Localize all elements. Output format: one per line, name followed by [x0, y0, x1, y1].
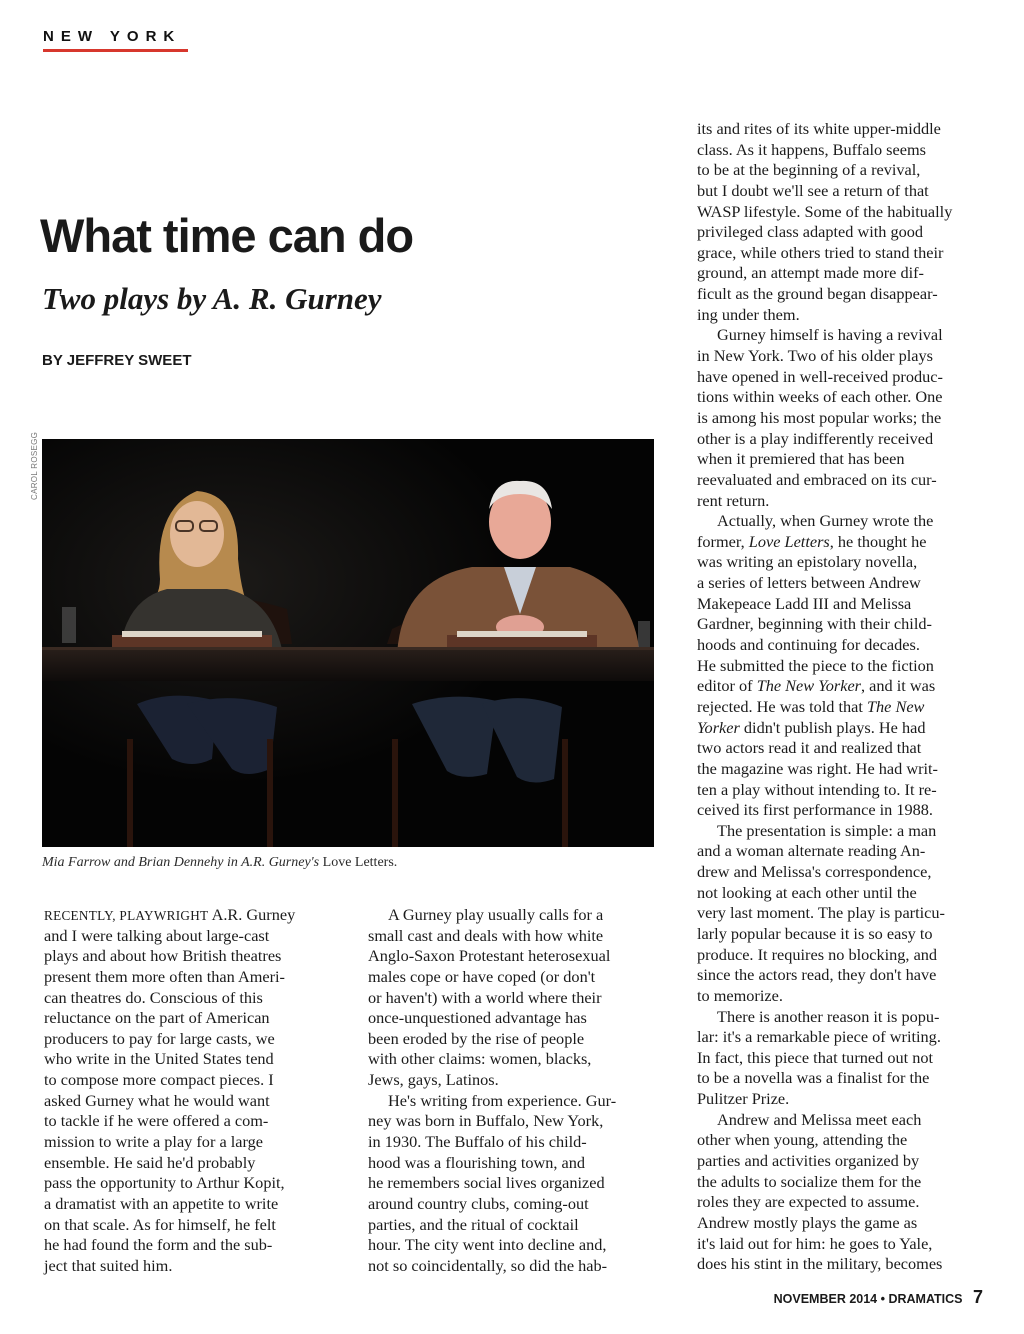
text-line: In fact, this piece that turned out not [697, 1047, 934, 1067]
text-line: other when young, attending the [697, 1130, 908, 1150]
text-line: to be a novella was a finalist for the [697, 1068, 930, 1088]
text-line: producers to pay for large casts, we [44, 1028, 275, 1048]
text-line: two actors read it and realized that [697, 738, 922, 758]
page-footer [774, 1287, 983, 1308]
text-line: a dramatist with an appetite to write [44, 1193, 279, 1213]
article-title: What time can do [40, 209, 414, 262]
article-column-1 [44, 905, 295, 1277]
text-line: was writing an epistolary novella, [697, 552, 918, 572]
text-line: around country clubs, coming-out [368, 1193, 589, 1213]
text-line: Andrew mostly plays the game as [697, 1212, 918, 1232]
text-line: ing under them. [697, 304, 800, 324]
text-line: present them more often than Ameri- [44, 966, 285, 986]
play-title: Love Letters [748, 531, 830, 551]
section-label: NEW YORK [43, 28, 182, 45]
text-line: drew and Melissa's correspondence, [697, 862, 932, 882]
text-line: parties and activities organized by [697, 1151, 920, 1171]
text-line: have opened in well-received produc- [697, 366, 943, 386]
text-line: is among his most popular works; the [697, 407, 942, 427]
text-line: hood was a flourishing town, and [368, 1152, 586, 1172]
text-line: roles they are expected to assume. [697, 1192, 920, 1212]
text-line: editor of The New Yorker, and it was [697, 676, 936, 696]
text-line: rejected. He was told that The New [697, 696, 925, 716]
text-line: with other claims: women, blacks, [368, 1049, 592, 1069]
text-line: lar: it's a remarkable piece of writing. [697, 1027, 941, 1047]
text-line: to tackle if he were offered a com- [44, 1111, 269, 1131]
text-line: Gurney himself is having a revival [717, 325, 943, 345]
text-line: He's writing from experience. Gur- [388, 1090, 617, 1110]
text-line: former, Love Letters, he thought he [697, 531, 927, 551]
caption-text: Mia Farrow and Brian Dennehy in A.R. Gurney's [42, 855, 320, 870]
text-line: reevaluated and embraced on its cur- [697, 469, 937, 489]
text-line: or haven't) with a world where their [368, 987, 602, 1007]
text-line: Gardner, beginning with their child- [697, 614, 932, 634]
text-line: ney was born in Buffalo, New York, [368, 1111, 604, 1131]
text-line: Makepeace Ladd III and Melissa [697, 593, 912, 613]
text-line: asked Gurney what he would want [44, 1090, 270, 1110]
text-line: he remembers social lives organized [368, 1173, 605, 1193]
text-line: the magazine was right. He had writ- [697, 758, 938, 778]
text-line: on that scale. As for himself, he felt [44, 1214, 276, 1234]
text-line: can theatres do. Conscious of this [44, 987, 263, 1007]
text-line: it's laid out for him: he goes to Yale, [697, 1233, 933, 1253]
text-line: who write in the United States tend [44, 1049, 274, 1069]
stage-photo-illustration [42, 439, 654, 847]
text-line: reluctance on the part of American [44, 1008, 270, 1028]
text-line: very last moment. The play is particu- [697, 903, 945, 923]
text-line: A Gurney play usually calls for a [388, 905, 604, 924]
text-line: produce. It requires no blocking, and [697, 944, 938, 964]
text-line: males cope or have coped (or don't [368, 966, 596, 986]
text-line: Actually, when Gurney wrote the [717, 511, 934, 531]
text-line: Andrew and Melissa meet each [717, 1109, 922, 1129]
article-column-2 [368, 905, 616, 1277]
text-line: ceived its first performance in 1988. [697, 800, 933, 820]
text-line: rent return. [697, 490, 770, 510]
text-line: in New York. Two of his older plays [697, 346, 933, 366]
text-line: ground, an attempt made more dif- [697, 263, 924, 283]
text-line: hour. The city went into decline and, [368, 1235, 607, 1255]
text-line: grace, while others tried to stand their [697, 242, 944, 262]
text-line: not looking at each other until the [697, 882, 917, 902]
text-line: he had found the form and the sub- [44, 1235, 273, 1255]
text-line: WASP lifestyle. Some of the habitually [697, 201, 953, 221]
publication-title: The New [866, 696, 925, 716]
text-line: parties, and the ritual of cocktail [368, 1214, 579, 1234]
issue-label: NOVEMBER 2014 • DRAMATICS [773, 1292, 963, 1306]
text-line: small cast and deals with how white [368, 925, 604, 945]
text-line: mission to write a play for a large [44, 1132, 263, 1152]
section-rule [43, 49, 188, 52]
article-column-3 [697, 119, 952, 1275]
photo-caption [42, 855, 654, 871]
text-line: a series of letters between Andrew [697, 573, 921, 593]
publication-title: The New Yorker [756, 676, 862, 696]
text-line: ficult as the ground began disappear- [697, 284, 938, 304]
text-line: its and rites of its white upper-middle [697, 119, 941, 138]
text-line: Jews, gays, Latinos. [368, 1070, 499, 1090]
text-line: privileged class adapted with good [697, 222, 924, 242]
page-number: 7 [972, 1287, 983, 1307]
text-line: RECENTLY, PLAYWRIGHT A.R. Gurney [44, 905, 296, 924]
text-line: tions within weeks of each other. One [697, 387, 943, 407]
photo-credit: CAROL ROSEGG [30, 431, 39, 500]
text-line: Yorker didn't publish plays. He had [697, 717, 926, 737]
text-line: not so coincidentally, so did the hab- [368, 1255, 608, 1275]
text-line: been eroded by the rise of people [368, 1028, 585, 1048]
text-line: and a woman alternate reading An- [697, 841, 926, 861]
article-photo [42, 439, 654, 847]
text-line: in 1930. The Buffalo of his child- [368, 1132, 587, 1152]
publication-title: Yorker [697, 717, 740, 737]
text-line: ten a play without intending to. It re- [697, 779, 937, 799]
lead-in: RECENTLY, PLAYWRIGHT [44, 908, 209, 923]
text-line: to be at the beginning of a revival, [697, 160, 921, 180]
text-line: since the actors read, they don't have [697, 965, 937, 985]
text-line: There is another reason it is popu- [717, 1006, 940, 1026]
text-line: to memorize. [697, 985, 783, 1005]
text-line: the adults to socialize them for the [697, 1171, 922, 1191]
text-line: The presentation is simple: a man [717, 820, 937, 840]
caption-play-title: Love Letters. [322, 855, 398, 870]
text-line: once-unquestioned advantage has [368, 1008, 587, 1028]
text-line: hoods and continuing for decades. [697, 635, 920, 655]
text-line: but I doubt we'll see a return of that [697, 180, 929, 200]
text-line: pass the opportunity to Arthur Kopit, [44, 1173, 285, 1193]
text-line: does his stint in the military, becomes [697, 1254, 943, 1274]
text-line: ensemble. He said he'd probably [44, 1152, 256, 1172]
byline: BY JEFFREY SWEET [42, 352, 192, 369]
text-line: Anglo-Saxon Protestant heterosexual [368, 946, 611, 966]
text-line: to compose more compact pieces. I [44, 1070, 274, 1090]
text-line: larly popular because it is so easy to [697, 923, 933, 943]
article-subtitle: Two plays by A. R. Gurney [42, 281, 382, 316]
text-line: Pulitzer Prize. [697, 1089, 790, 1109]
text-line: plays and about how British theatres [44, 946, 282, 966]
text-line: class. As it happens, Buffalo seems [697, 139, 926, 159]
text-line: and I were talking about large-cast [44, 925, 270, 945]
text-line: other is a play indifferently received [697, 428, 934, 448]
text-line: when it premiered that has been [697, 449, 905, 469]
text-line: He submitted the piece to the fiction [697, 655, 934, 675]
text-line: ject that suited him. [44, 1255, 173, 1275]
